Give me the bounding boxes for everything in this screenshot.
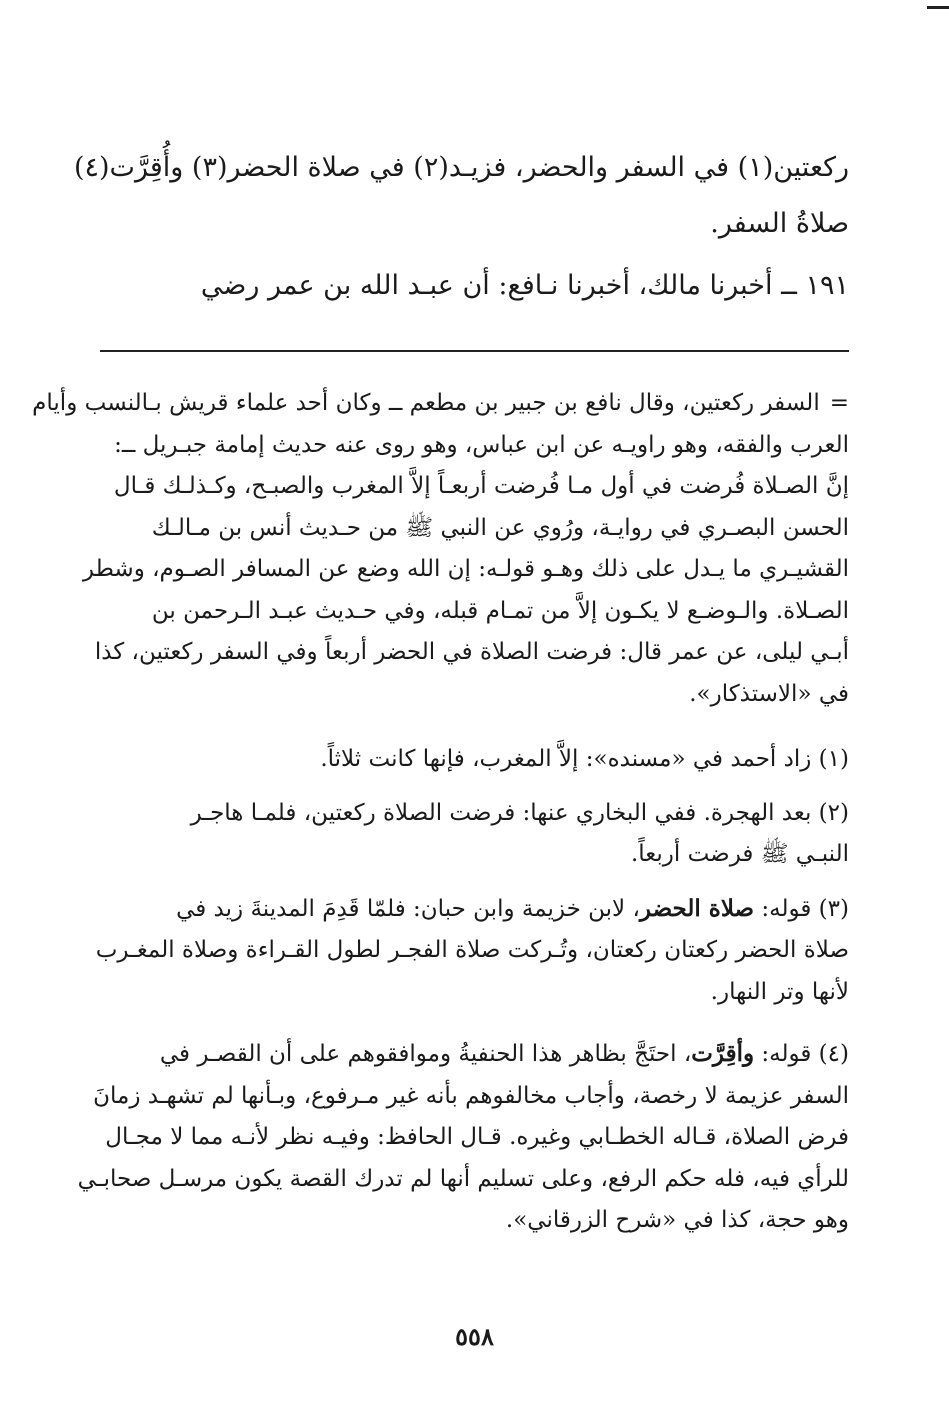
footnote-line-text: ، احتَجَّ بظاهر هذا الحنفيةُ وموافقوهم على أن القصـر في <box>159 1041 692 1067</box>
footnote-2 <box>100 793 849 876</box>
continuation-mark: = <box>829 390 849 416</box>
footnote-line: إنَّ الصـلاة فُرضت في أول مـا فُرضت أربعـاً إلاَّ المغرب والصبـح، وكـذلـك قـال <box>113 473 849 499</box>
footnote-line: فرض الصلاة، قـاله الخطـابي وغيره. قـال الحافظ: وفيـه نظر لأنـه مما لا مجـال <box>105 1124 849 1150</box>
corner-mark <box>927 6 949 23</box>
footnote-line: صلاة الحضر ركعتان ركعتان، وتُـركت صلاة الفجـر لطول القـراءة وصلاة المغـرب <box>95 937 849 963</box>
footnote-keyword: وأقِرَّت <box>691 1040 755 1067</box>
footnote-line: أبـي ليلى، عن عمر قال: فرضت الصلاة في الحضر أربعاً وفي السفر ركعتين، كذا <box>94 639 849 665</box>
footnote-line-text: ، لابن خزيمة وابن حبان: فلمّا قَدِمَ المدينةَ زيد في <box>176 895 640 922</box>
hadith-line: ١٩١ ــ أخبرنا مالك، أخبرنا نـافع: أن عبـد الله بن عمر رضي <box>200 270 849 301</box>
footnote-prefix: (٣) قوله: <box>754 895 849 922</box>
footnote-1 <box>100 739 849 781</box>
page-number: ٥٥٨ <box>455 1322 494 1351</box>
footnote-line: الصـلاة. والـوضـع لا يكـون إلاَّ من تمـام قبله، وفي حـديث عبـد الـرحمن بن <box>151 597 849 624</box>
footnote-line <box>32 383 849 425</box>
footnote-line: العرب والفقه، وهو راويـه عن ابن عباس، وهو روى عنه حديث إمامة جبـريل ــ: <box>114 431 849 458</box>
main-text-line: ركعتين(١) في السفر والحضر، فزيـد(٢) في صلاة الحضر(٣) وأُقِرَّت(٤) <box>73 152 849 183</box>
footnote-separator <box>100 350 849 352</box>
footnote-line: (١) زاد أحمد في «مسنده»: إلاَّ المغرب، فإنها كانت ثلاثاً. <box>320 746 849 772</box>
footnote-line: النبـي ﷺ فرضت أربعاً. <box>630 841 849 867</box>
footnote-line: القشيـري ما يـدل على ذلك وهـو قولـه: إن الله وضع عن المسافر الصـوم، وشطر <box>82 556 849 582</box>
continuation-note <box>32 383 849 715</box>
footnote-line: للرأي فيه، فله حكم الرفع، وعلى تسليم أنها لم تدرك القصة يكون مرسـل صحابـي <box>77 1165 849 1192</box>
footnote-line: السفر عزيمة لا رخصة، وأجاب مخالفوهم بأنه غير مـرفوع، وبـأنها لم تشهـد زمانَ <box>93 1082 849 1109</box>
footnote-line: الحسن البصـري في روايـة، ورُوي عن النبي ﷺ من حـديث أنس بن مـالـك <box>151 514 849 541</box>
footnote-line: في «الاستذكار». <box>689 680 849 707</box>
footnote-line <box>100 888 849 931</box>
footnote-line <box>100 1033 849 1076</box>
footnote-prefix: (٤) قوله: <box>754 1041 849 1067</box>
main-text <box>73 140 849 314</box>
footnote-4 <box>77 1033 849 1242</box>
footnotes-section <box>32 383 849 1242</box>
footnote-keyword: صلاة الحضر <box>639 894 755 922</box>
footnote-line: وهو حجة، كذا في «شرح الزرقاني». <box>505 1207 849 1233</box>
footnote-line: (٢) بعد الهجرة. ففي البخاري عنها: فرضت الصلاة ركعتين، فلمـا هاجـر <box>190 799 849 826</box>
footnote-line-text: السفر ركعتين، وقال نافع بن جبير بن مطعم ــ وكان أحد علماء قريش بـالنسب وأيام <box>32 390 820 416</box>
main-text-line: صلاةُ السفر. <box>710 208 849 239</box>
footnote-3 <box>95 888 849 1014</box>
footnote-line: لأنها وتر النهار. <box>710 978 849 1005</box>
